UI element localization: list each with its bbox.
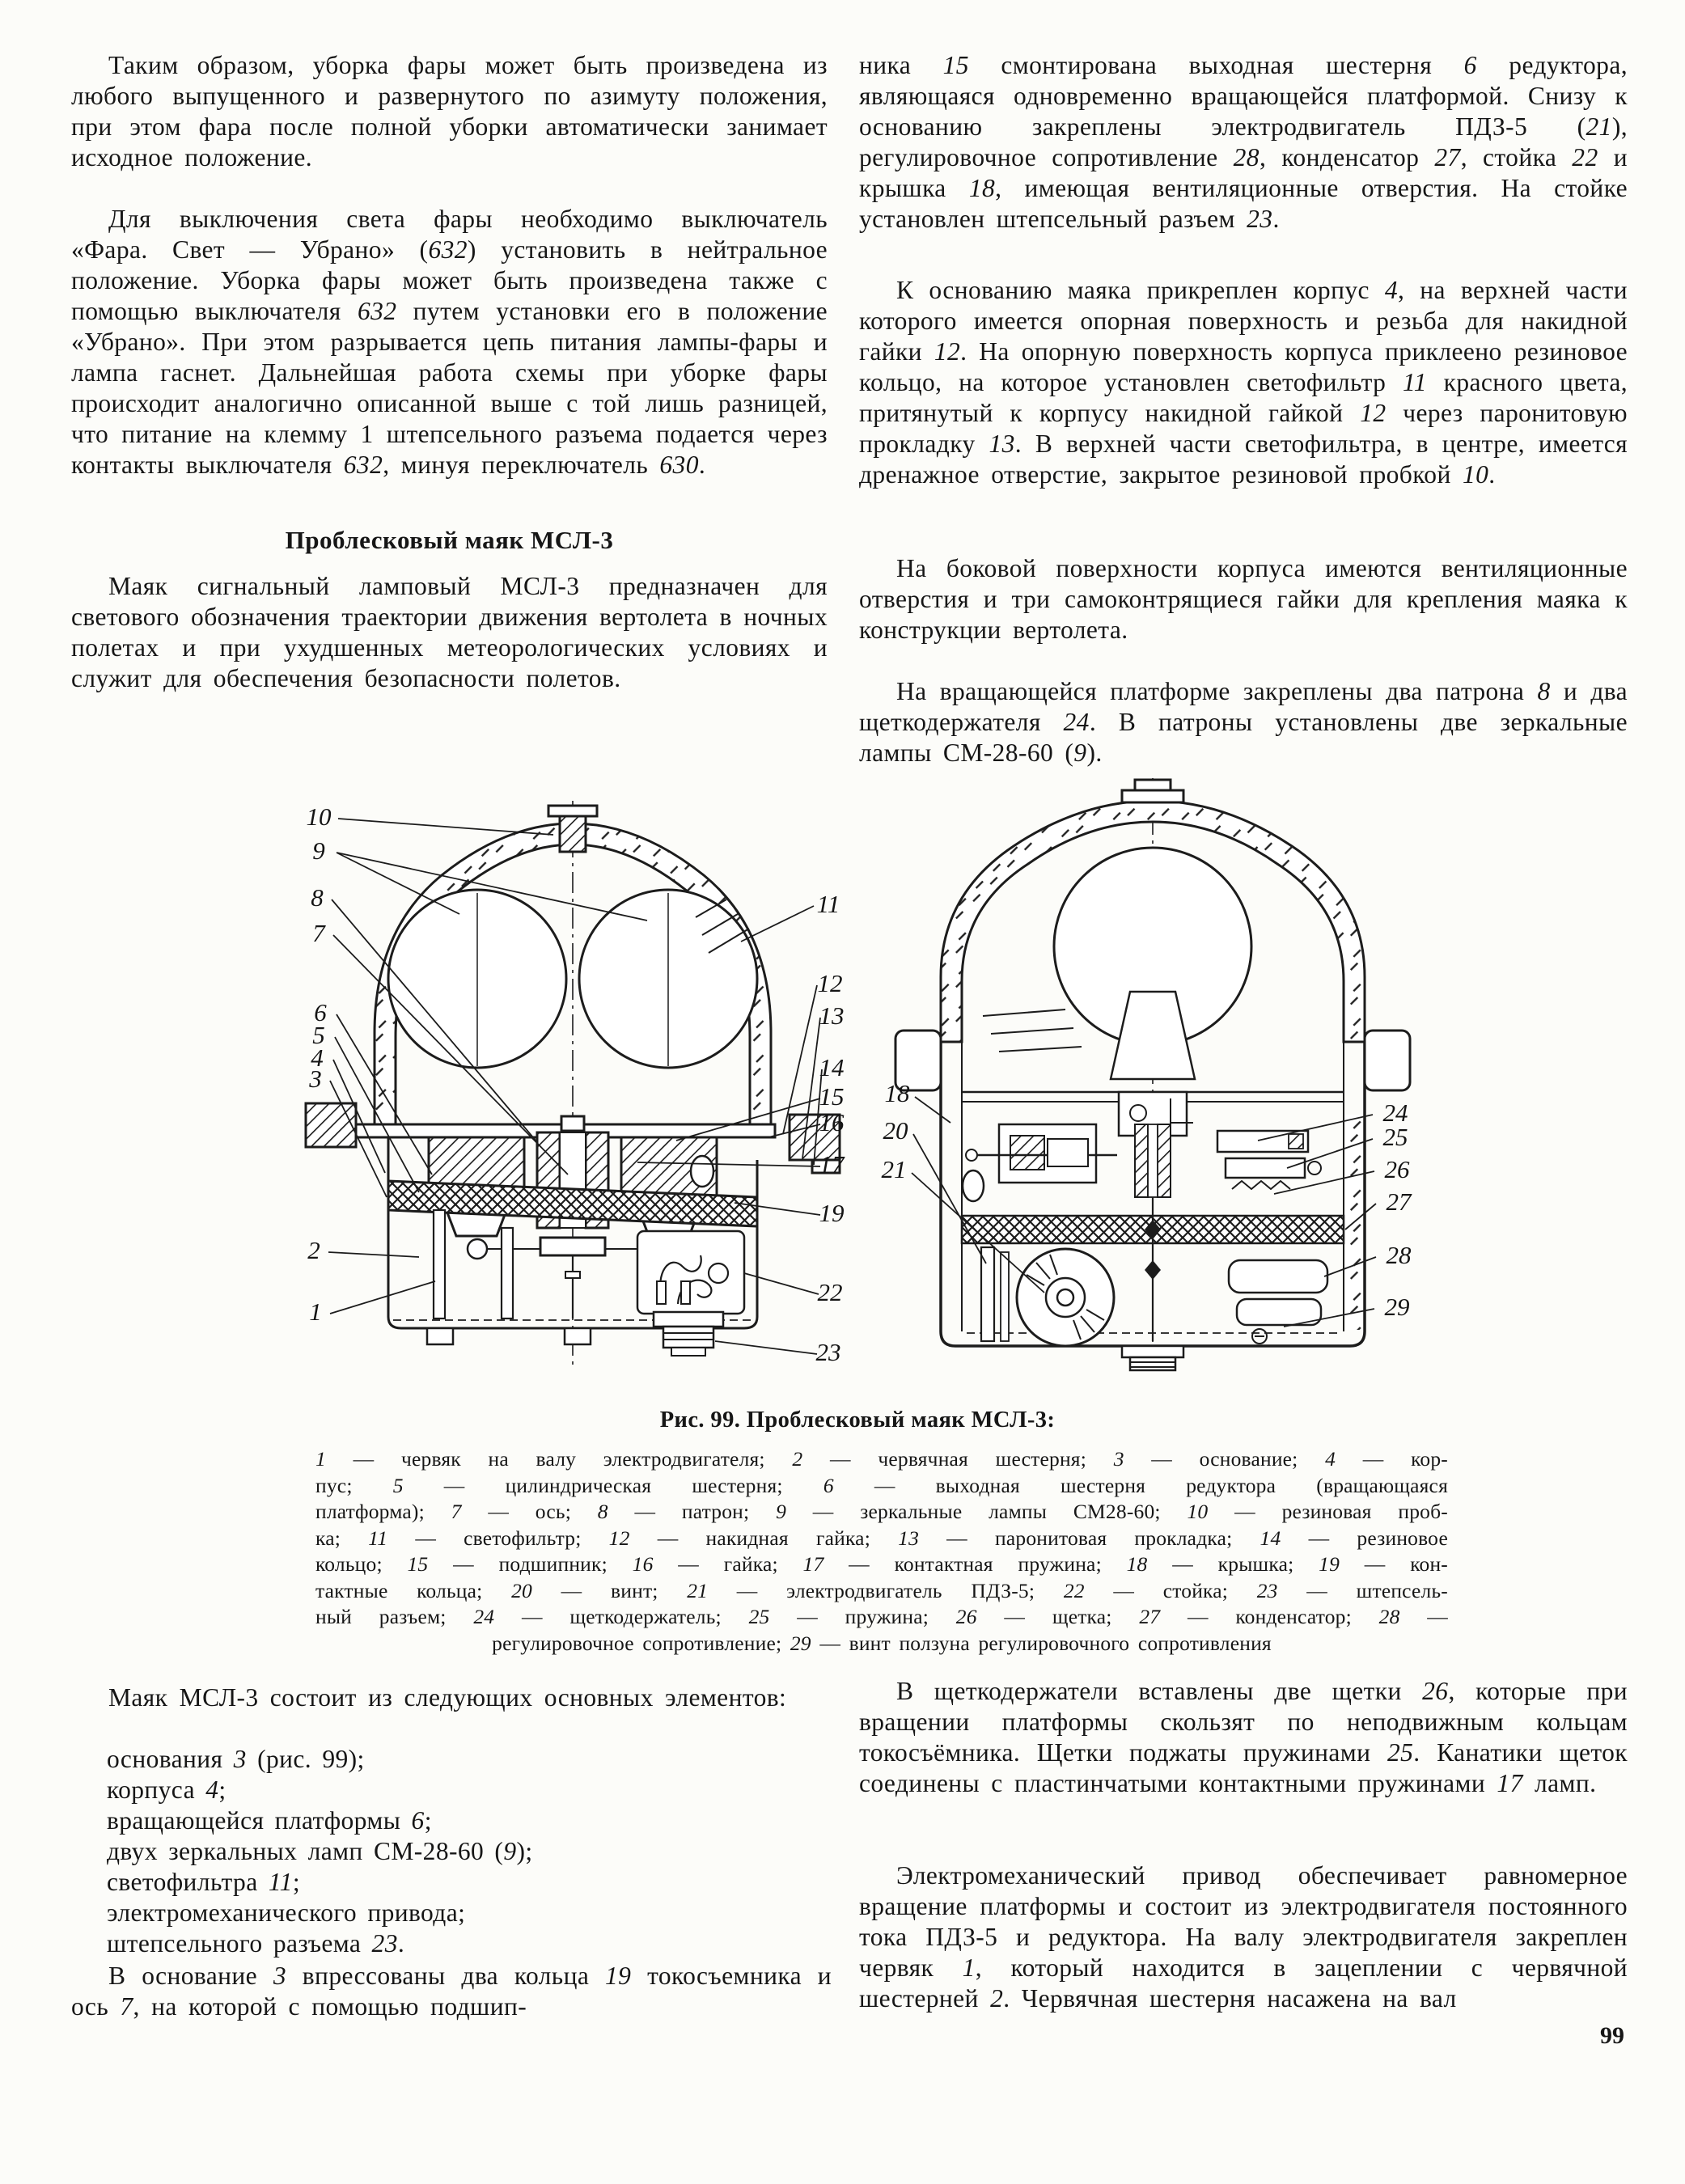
- components-list: [71, 1744, 832, 1959]
- legend-line: ный разъем; 24 — щеткодержатель; 25 — пружина; 26 — щетка; 27 — конденсатор; 28 —: [315, 1605, 1448, 1628]
- list-item: вращающейся платформы 6;: [107, 1806, 432, 1835]
- legend-line: 1 — червяк на валу электродвигателя; 2 — червячная шестерня; 3 — основание; 4 — кор-: [315, 1447, 1448, 1471]
- callout-11: 11: [816, 890, 840, 918]
- contact-spring-left: [468, 1239, 487, 1259]
- callout-17: 17: [819, 1150, 845, 1179]
- callout-24: 24: [1382, 1098, 1408, 1127]
- callout-29: 29: [1384, 1293, 1410, 1321]
- callout-26: 26: [1384, 1155, 1410, 1183]
- paragraph-fara-uborka: Таким образом, уборка фары может быть произведена из любого выпущенного и развернутого по азимуту положения, при этом фара после полной уборки автоматически занимает исходное положение.: [71, 51, 828, 171]
- callout-21: 21: [881, 1155, 907, 1183]
- vent-hole: [691, 1156, 713, 1187]
- callout-8: 8: [311, 883, 324, 912]
- plug-cap: [548, 806, 597, 816]
- beacon-front-section-drawing: [895, 778, 1410, 1370]
- vent-hole: [963, 1170, 984, 1201]
- axle-nut: [540, 1238, 605, 1255]
- figure-caption-title: Рис. 99. Проблесковый маяк МСЛ-3:: [659, 1407, 1056, 1433]
- plug-connector: [1122, 1346, 1183, 1357]
- paragraph-brushes: В щеткодержатели вставлены две щетки 26, которые при вращении платформы скользят по неподвижным кольцам токосъёмника. Щетки поджаты пружинами 25. Канатики щеток соединены с пластинчатыми контактными пружинами 17 ламп.: [859, 1677, 1628, 1797]
- foot-right: [565, 1328, 591, 1344]
- list-item: штепсельного разъема 23.: [107, 1929, 405, 1958]
- stud-bolt: [502, 1228, 513, 1318]
- list-item: светофильтра 11;: [107, 1868, 300, 1896]
- list-item: основания 3 (рис. 99);: [107, 1745, 365, 1773]
- capacitor: [1229, 1260, 1327, 1293]
- mount-lug-right: [1365, 1031, 1410, 1090]
- callout-20: 20: [883, 1116, 908, 1145]
- callout-10: 10: [306, 802, 332, 831]
- plug-cap: [1135, 780, 1171, 790]
- figure-left-cross-section: [298, 794, 848, 1373]
- callout-23: 23: [815, 1338, 841, 1366]
- mount-tab-left: [306, 1103, 356, 1147]
- screw-stud: [981, 1247, 994, 1341]
- paragraph-platform-lamps: На вращающейся платформе закреплены два патрона 8 и два щеткодержателя 24. В патроны установлены две зеркальные лампы СМ-28-60 (9).: [859, 677, 1628, 767]
- callout-6: 6: [314, 998, 327, 1026]
- legend-line: пус; 5 — цилиндрическая шестерня; 6 — выходная шестерня редуктора (вращающаяся: [315, 1473, 1448, 1497]
- paragraph-korpus: К основанию маяка прикреплен корпус 4, на верхней части которого имеется опорная поверхность и резьба для накидной гайки 12. На опорную поверхность корпуса приклеено резиновое кольцо, на которое установлен светофильтр 11 красного цвета, притянутый к корпусу накидной гайкой 12 через паронитовую прокладку 13. В верхней части светофильтра, в центре, имеется дренажное отверстие, закрытое резиновой пробкой 10.: [859, 276, 1628, 489]
- paragraph-components-intro: Маяк МСЛ-3 состоит из следующих основных элементов:: [108, 1683, 787, 1712]
- foot-left: [427, 1328, 453, 1344]
- electric-motor: [1017, 1249, 1114, 1346]
- paragraph-reduktor: ника 15 смонтирована выходная шестерня 6 редуктора, являющаяся одновременно вращающейся платформой. Снизу к основанию закреплены электродвигатель ПДЗ-5 (21), регулировочное сопротивление 28, конденсатор 27, стойка 22 и крышка 18, имеющая вентиляционные отверстия. На стойке установлен штепсельный разъем 23.: [859, 51, 1628, 233]
- callout-25: 25: [1382, 1123, 1408, 1151]
- paragraph-ventilation: На боковой поверхности корпуса имеются вентиляционные отверстия и три самоконтрящиеся гайки для крепления маяка к конструкции вертолета.: [859, 554, 1628, 644]
- list-item: корпуса 4;: [107, 1776, 227, 1804]
- callout-13: 13: [819, 1001, 845, 1030]
- legend-line: ка; 11 — светофильтр; 12 — накидная гайка; 13 — паронитовая прокладка; 14 — резиновое: [315, 1526, 1448, 1550]
- paragraph-msl3-purpose: Маяк сигнальный ламповый МСЛ-3 предназначен для светового обозначения траектории движения вертолета в ночных полетах и при ухудшенных метеорологических условиях и служит для обеспечения безопасности полетов.: [71, 572, 828, 692]
- legend-line: платформа); 7 — ось; 8 — патрон; 9 — зеркальные лампы СМ28-60; 10 — резиновая проб-: [315, 1500, 1448, 1523]
- page-number: 99: [1600, 2022, 1624, 2049]
- rubber-plug: [560, 816, 586, 852]
- paragraph-base-rings: В основание 3 впрессованы два кольца 19 токосъемника и ось 7, на которой с помощью подшип-: [71, 1962, 832, 2021]
- legend-line: тактные кольца; 20 — винт; 21 — электродвигатель ПДЗ-5; 22 — стойка; 23 — штепсель-: [315, 1578, 1448, 1602]
- beacon-side-section-drawing: [306, 801, 840, 1369]
- callout-14: 14: [819, 1053, 845, 1081]
- figure-legend: [315, 1446, 1448, 1657]
- callout-3: 3: [309, 1064, 322, 1093]
- figure-right-cross-section: [878, 775, 1428, 1373]
- callout-22: 22: [817, 1278, 843, 1306]
- paragraph-fara-switch: Для выключения света фары необходимо выключатель «Фара. Свет — Убрано» (632) установить в нейтральное положение. Уборка фары может быть произведена также с помощью выключателя 632 путем установки его в положение «Убрано». При этом разрывается цепь питания лампы-фары и лампа гаснет. Дальнейшая работа схемы при уборке фары происходит аналогично описанной выше с той лишь разницей, что питание на клемму 1 штепсельного разъема подается через контакты выключателя 632, минуя переключатель 630.: [71, 205, 828, 479]
- callout-28: 28: [1386, 1241, 1412, 1269]
- callout-27: 27: [1386, 1187, 1412, 1216]
- callout-1: 1: [309, 1297, 322, 1326]
- callout-5: 5: [312, 1021, 325, 1049]
- paragraph-drive: Электромеханический привод обеспечивает равномерное вращение платформы и состоит из электродвигателя постоянного тока ПДЗ-5 и редуктора. На валу электродвигателя закреплен червяк 1, который находится в зацеплении с червячной шестерней 2. Червячная шестерня насажена на вал: [859, 1861, 1628, 2013]
- callout-18: 18: [884, 1079, 910, 1107]
- list-item: двух зеркальных ламп СМ-28-60 (9);: [107, 1837, 533, 1865]
- callout-7: 7: [312, 919, 325, 947]
- callout-9: 9: [312, 836, 325, 865]
- section-heading-msl3: Проблесковый маяк МСЛ-3: [285, 526, 614, 554]
- list-item: электромеханического привода;: [107, 1898, 466, 1927]
- callout-4: 4: [311, 1043, 324, 1072]
- legend-line: регулировочное сопротивление; 29 — винт ползуна регулировочного сопротивления: [492, 1631, 1272, 1655]
- plug-connector: [654, 1312, 723, 1327]
- callout-2: 2: [307, 1236, 320, 1264]
- callout-12: 12: [817, 969, 843, 997]
- callout-16: 16: [819, 1108, 845, 1136]
- legend-line: кольцо; 15 — подшипник; 16 — гайка; 17 — контактная пружина; 18 — крышка; 19 — кон-: [315, 1552, 1448, 1576]
- stud-bolt: [434, 1210, 445, 1318]
- callout-19: 19: [819, 1199, 845, 1227]
- brush-spring-coil: [1232, 1181, 1290, 1189]
- spring: [1226, 1158, 1305, 1178]
- callout-15: 15: [819, 1082, 845, 1111]
